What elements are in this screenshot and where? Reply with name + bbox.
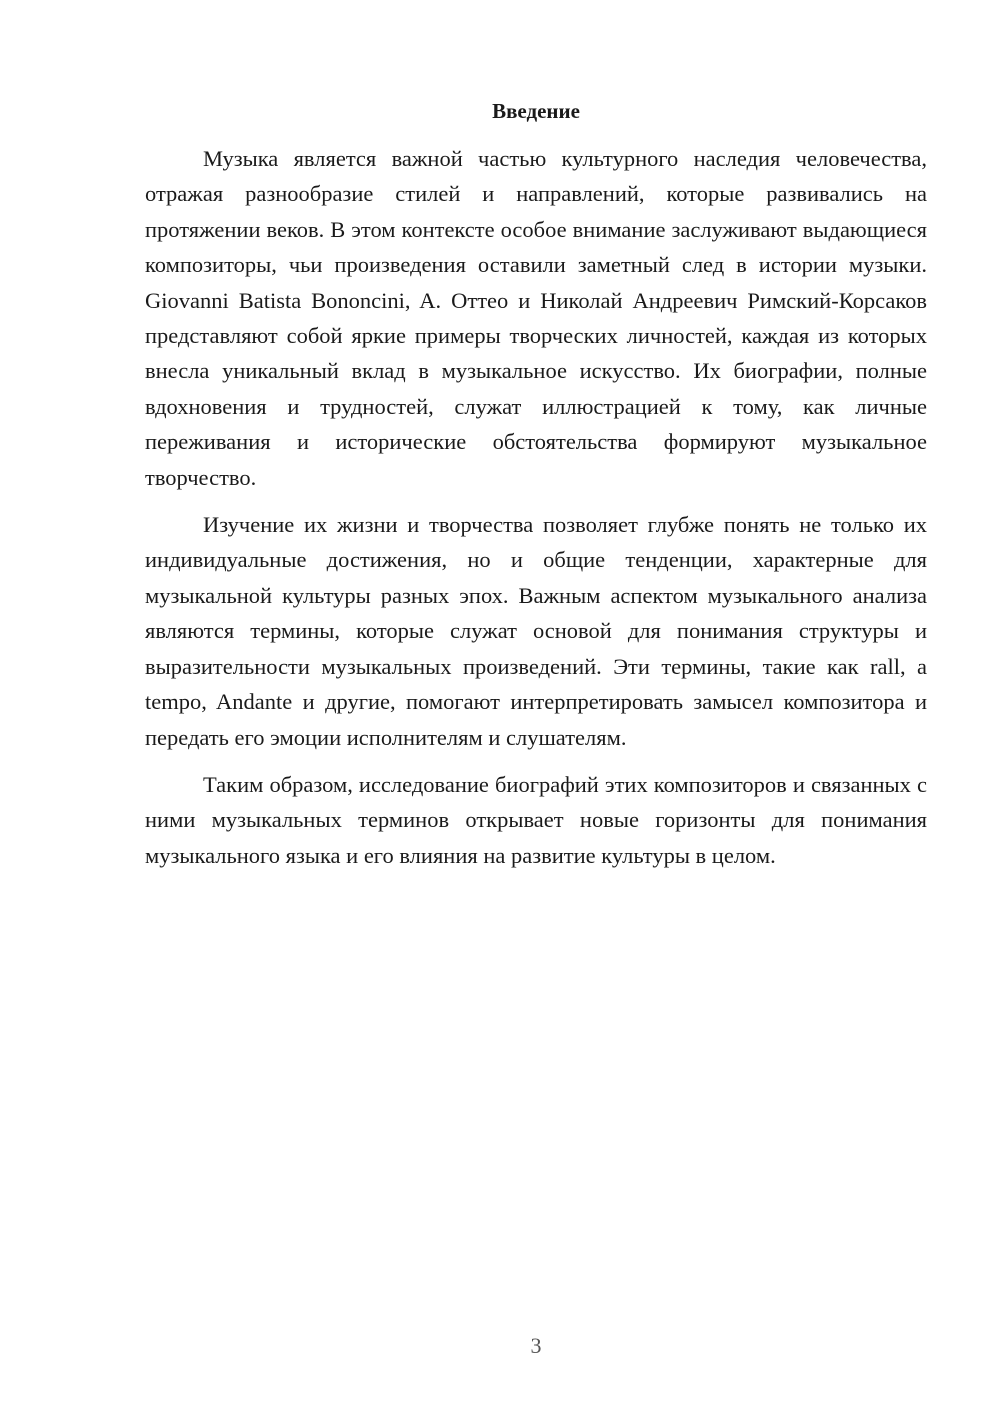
section-heading: Введение [492, 99, 580, 123]
paragraph-conclusion: Таким образом, исследование биографий этих композиторов и связанных с ними музыкальных терминов открывает новые горизонты для понимания музыкального языка и его влияния на развитие культуры в целом. [145, 771, 927, 868]
paragraph-introduction: Музыка является важной частью культурного наследия человечества, отражая разнообразие стилей и направлений, которые развивались на протяжении веков. В этом контексте особое внимание заслуживают выдающиеся композиторы, чьи произведения оставили заметный след в истории музыки. Giovanni Batista Bononcini, A. Оттео и Николай Андреевич Римский-Корсаков представляют собой яркие примеры творческих личностей, каждая из которых внесла уникальный вклад в музыкальное искусство. Их биографии, полные вдохновения и трудностей, служат иллюстрацией к тому, как личные переживания и исторические обстоятельства формируют музыкальное творчество. [145, 146, 927, 490]
page-number: 3 [530, 1333, 542, 1358]
document-body [145, 141, 927, 885]
paragraph-study: Изучение их жизни и творчества позволяет глубже понять не только их индивидуальные достижения, но и общие тенденции, характерные для музыкальной культуры разных эпох. Важным аспектом музыкального анализа являются термины, которые служат основой для понимания структуры и выразительности музыкальных произведений. Эти термины, такие как rall, a tempo, Andante и другие, помогают интерпретировать замысел композитора и передать его эмоции исполнителям и слушателям. [145, 512, 927, 750]
